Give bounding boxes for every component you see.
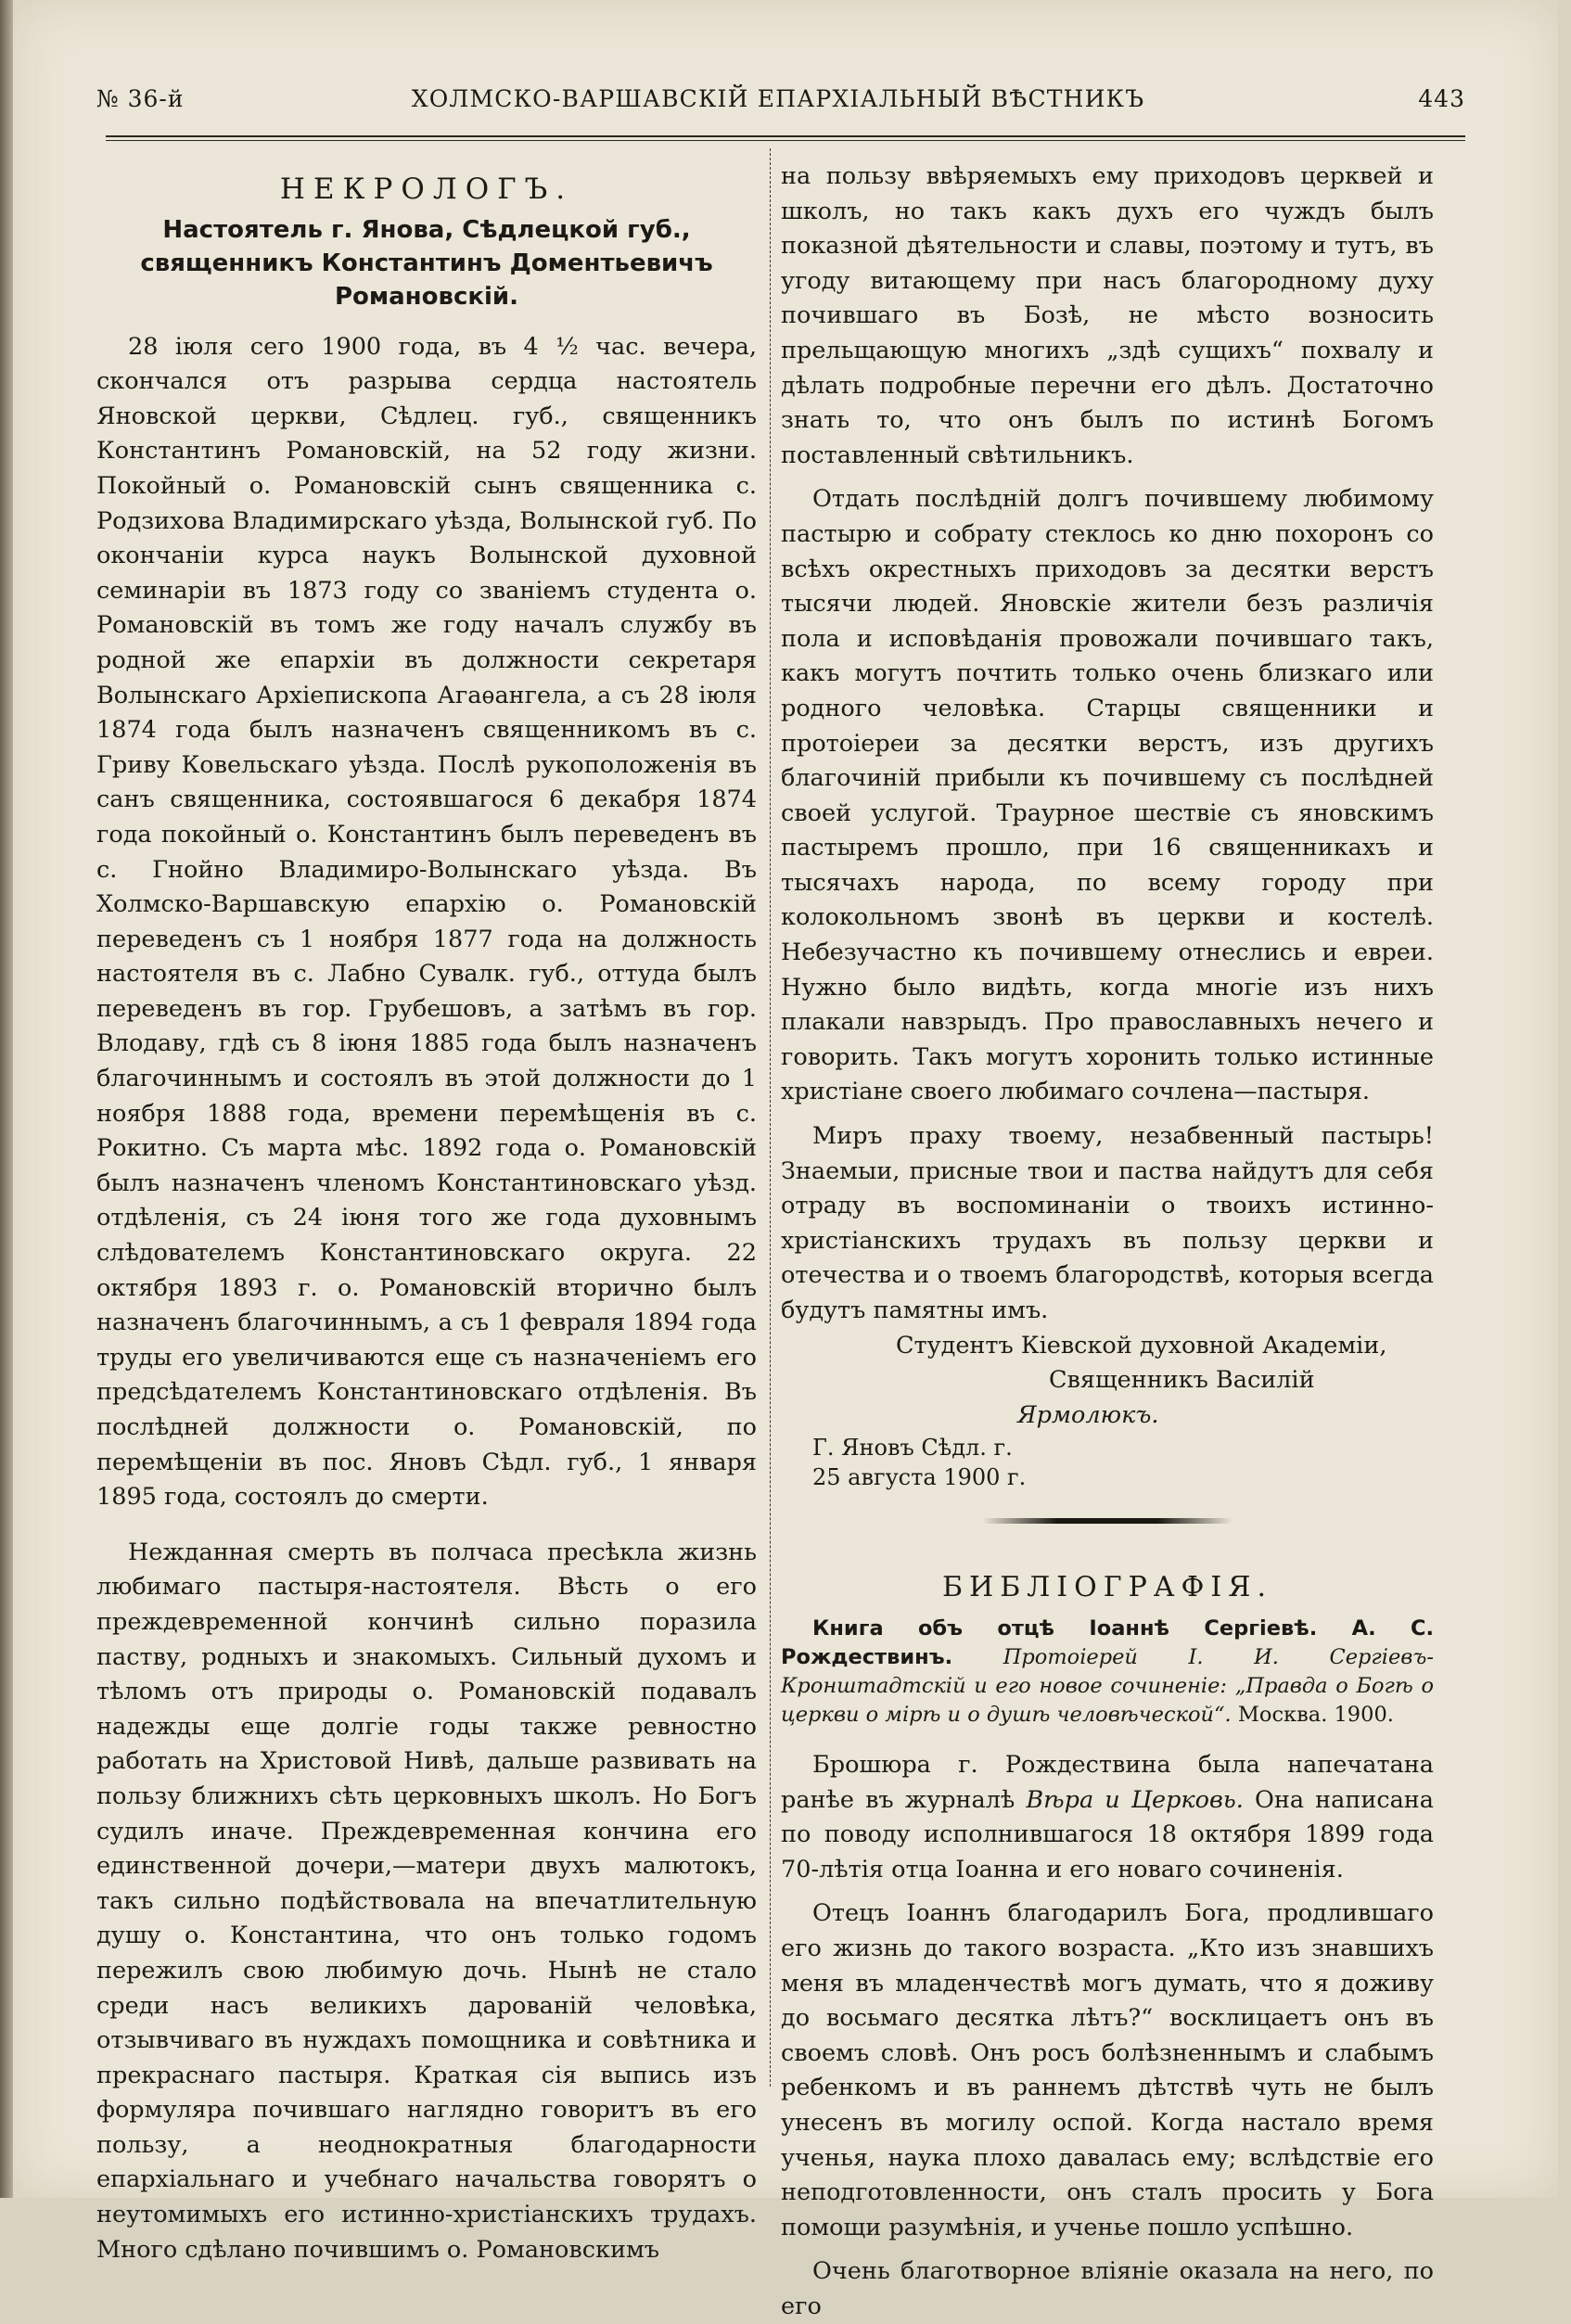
obituary-paragraph-2: Нежданная смерть въ полчаса пресѣкла жизнь любимаго пастыря-настоятеля. Вѣсть о его преждевременной кончинѣ сильно поразила паству, родныхъ и знакомыхъ. Сильный духомъ и тѣломъ отъ природы о. Романовскій подавалъ надежды еще долгіе годы также ревностно работать на Христовой Нивѣ, дальше развивать на пользу ближнихъ сѣть церковныхъ школъ. Но Богъ судилъ иначе. Преждевременная кончина его единственной дочери,—матери двухъ малютокъ, такъ сильно подѣйствовала на впечатлительную душу о. Константина, что онъ только годомъ пережилъ свою любимую дочь. Нынѣ не стало среди насъ великихъ дарованій человѣка, отзывчиваго въ нуждахъ помощника и совѣтника и прекраснаго пастыря. Краткая сія выпись изъ формуляра почившаго наглядно говоритъ въ его пользу, а неоднократныя благодарности епархіальнаго и учебнаго начальства говорятъ о неутомимыхъ его истинно-христіанскихъ трудахъ. Много сдѣлано почившимъ о. Романовскимъ (96, 1538, 757, 2264)
section-ornament-rule (982, 1518, 1233, 1524)
journal-name: Вѣра и Церковь. (1026, 1785, 1244, 1814)
section-title-bibliography: БИБЛІОГРАФІЯ. (941, 1571, 1273, 1604)
section-title-necrology: НЕКРОЛОГЪ. (279, 172, 574, 206)
page-number: 443 (1418, 85, 1465, 112)
dateline-place: Г. Яновъ Сѣдл. г. (812, 1435, 1013, 1462)
review-paragraph-2: Отецъ Іоаннъ благодарилъ Бога, продлившаго его жизнь до такого возраста. „Кто изъ знавшихъ меня въ младенчествѣ могъ думать, что я доживу до восьмаго десятка лѣтъ?“ восклицаетъ онъ въ своемъ словѣ. Онъ росъ болѣзненнымъ и слабымъ ребенкомъ и въ раннемъ дѣтствѣ чуть не былъ унесенъ въ могилу оспой. Когда настало время ученья, наука плохо давалась ему; вслѣдствіе его неподготовленности, онъ сталъ просить у Бога помощи разумѣнія, и ученье пошло успѣшно. (781, 1899, 1434, 2241)
obituary-paragraph-5: Миръ праху твоему, незабвенный пастырь! Знаемыи, присные твои и паства найдутъ для себя отраду въ воспоминаніи о твоихъ истинно-христіанскихъ трудахъ въ пользу церкви и отечества и о твоемъ благородствѣ, которыя всегда будутъ памятны имъ. (781, 1122, 1434, 1324)
newspaper-page (13, 0, 1558, 2320)
book-spine (0, 0, 13, 2198)
obituary-paragraph-4: Отдать послѣдній долгъ почившему любимому пастырю и собрату стеклось ко дню похоронъ со всѣхъ окрестныхъ приходовъ за десятки верстъ тысячи людей. Яновскіе жители безъ различія пола и исповѣданія провожали почившаго такъ, какъ могутъ почтить только очень близкаго или родного человѣка. Старцы священники и протоіереи за десятки верстъ, изъ другихъ благочиній прибыли къ почившему съ послѣдней своей услугой. Траурное шествіе съ яновскимъ пастыремъ прошло, при 16 священникахъ и тысячахъ народа, по всему городу при колокольномъ звонѣ въ церкви и костелѣ. Небезучастно къ почившему отнеслись и евреи. Нужно было видѣть, когда многіе изъ нихъ плакали навзрыдъ. Про православныхъ нечего и говорить. Такъ могутъ хоронить только истинные христіане своего любимаго сочлена—пастыря. (781, 485, 1434, 1106)
right-column (781, 160, 1434, 2324)
column-divider (770, 148, 771, 2087)
book-reference-lead: Книга объ отцѣ Іоаннѣ Сергіевѣ. А. С. Рождествинъ. (781, 1615, 1434, 1669)
obituary-paragraph-3: на пользу ввѣряемыхъ ему приходовъ церквей и школъ, но такъ какъ духъ его чуждъ былъ показной дѣятельности и славы, поэтому и тутъ, въ угоду витающему при насъ благородному духу почившаго въ Бозѣ, не мѣсто возносить прельщающую многихъ „здѣ сущихъ“ похвалу и дѣлать подробные перечни его дѣлъ. Достаточно знать то, что онъ былъ по истинѣ Богомъ поставленный свѣтильникъ. (781, 162, 1434, 469)
running-header (83, 85, 1473, 122)
review-paragraph-1 (781, 1748, 1434, 1887)
review-paragraph-1-end: Она написана по поводу исполнившагося 18 октября 1899 года 70-лѣтія отца Іоанна и его новаго сочиненія. (781, 1785, 1435, 1883)
book-reference-italic: Протоіерей І. И. Сергіевъ-Кронштадтскій и его новое сочиненіе: „Правда о Богѣ о церкви о мірѣ и о душѣ человѣческой“. (781, 1644, 1434, 1727)
review-paragraph-3: Очень благотворное вліяніе оказала на него, по его (781, 2257, 1434, 2320)
header-rule (106, 135, 1465, 141)
signature-title: Священникъ Василій (1049, 1366, 1315, 1395)
obituary-subheading: Настоятель г. Янова, Сѣдлецкой губ., священникъ Константинъ Доментьевичъ Романовскій. (140, 215, 713, 311)
publication-title: ХОЛМСКО-ВАРШАВСКІЙ ЕПАРХІАЛЬНЫЙ ВѢСТНИКЪ (411, 85, 1145, 112)
dateline-date: 25 августа 1900 г. (812, 1464, 1027, 1491)
book-reference-tail: Москва. 1900. (1237, 1702, 1394, 1727)
review-paragraph-1-start: Брошюра г. Рождествина была напечатана ранѣе въ журналѣ (781, 1750, 1434, 1814)
issue-number: № 36-й (96, 85, 185, 112)
book-reference (781, 1615, 1434, 1730)
signature-name: Ярмолюкъ. (1017, 1400, 1159, 1429)
left-column (96, 160, 757, 2267)
obituary-paragraph-1: 28 іюля сего 1900 года, въ 4 ½ час. вечера, скончался отъ разрыва сердца настоятель Яновской церкви, Сѣдлец. губ., священникъ Константинъ Романовскій, на 52 году жизни. Покойный о. Романовскій сынъ священника с. Родзихова Владимирскаго уѣзда, Волынской губ. По окончаніи курса наукъ Волынской духовной семинаріи въ 1873 году со званіемъ студента о. Романовскій въ томъ же году началъ службу въ родной же епархіи въ должности секретаря Волынскаго Архіепископа Агаѳангела, а съ 28 іюля 1874 года былъ назначенъ священникомъ въ с. Гриву Ковельскаго уѣзда. Послѣ рукоположенія въ санъ священника, состоявшагося 6 декабря 1874 года покойный о. Константинъ былъ переведенъ въ с. Гнойно Владимиро-Волынскаго уѣзда. Въ Холмско-Варшавскую епархію о. Романовскій переведенъ съ 1 ноября 1877 года на должность настоятеля въ с. Лабно Сувалк. губ., оттуда былъ переведенъ въ гор. Грубешовъ, а затѣмъ въ гор. Влодаву, гдѣ съ 8 іюня 1885 года былъ назначенъ благочиннымъ и состоялъ въ этой должности до 1 ноября 1888 года, времени перемѣщенія въ с. Рокитно. Съ марта мѣс. 1892 года о. Романовскій былъ назначенъ членомъ Константиновскаго уѣзд. отдѣленія, съ 24 іюня того же года духовнымъ слѣдователемъ Константиновскаго округа. 22 октября 1893 г. о. Романовскій вторично былъ назначенъ благочиннымъ, а съ 1 февраля 1894 года труды его увеличиваются еще съ назначеніемъ его предсѣдателемъ Константиновскаго отдѣленія. Въ послѣдней должности о. Романовскій, по перемѣщеніи въ пос. Яновъ Сѣдл. губ., 1 января 1895 года, состоялъ до смерти. (96, 332, 757, 1512)
signature-line-1: Студентъ Кіевской духовной Академіи, (896, 1331, 1387, 1360)
signature-line-2 (781, 1363, 1434, 1433)
